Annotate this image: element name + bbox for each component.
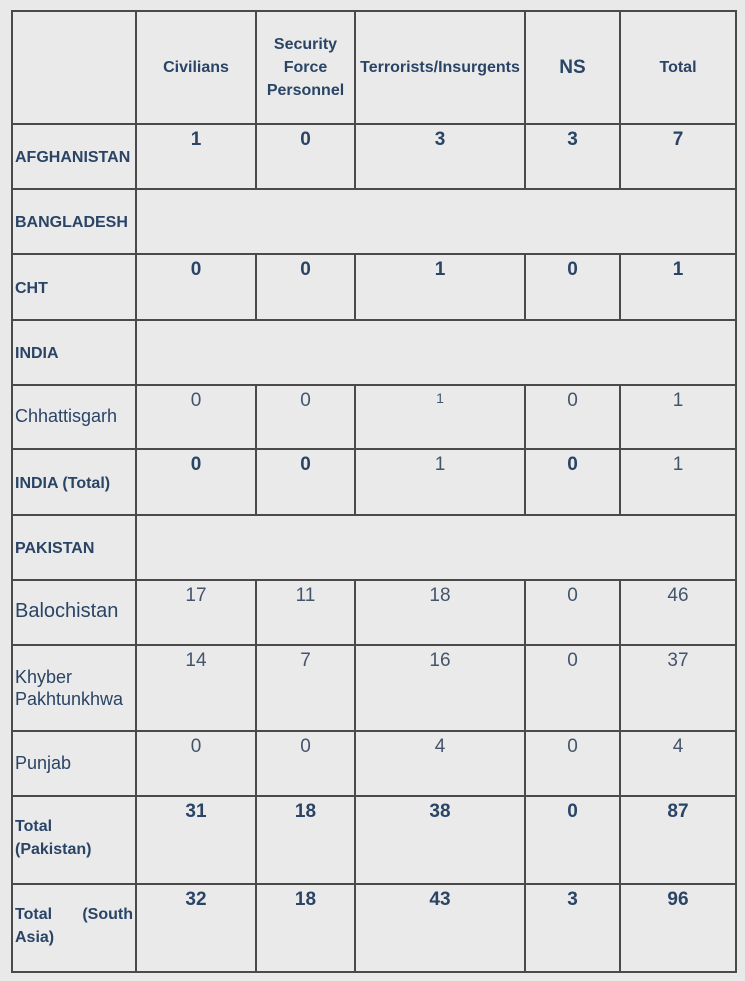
total-cell: 87 <box>620 796 736 884</box>
terrorists-cell: 1 <box>355 385 525 449</box>
ns-cell: 0 <box>525 796 620 884</box>
ns-cell: 0 <box>525 385 620 449</box>
security-force-header-line2: Force <box>283 59 328 76</box>
ns-cell: 0 <box>525 449 620 515</box>
security-force-header <box>256 11 355 124</box>
civilians-cell: 0 <box>136 731 256 796</box>
security-force-cell: 0 <box>256 449 355 515</box>
civilians-cell: 32 <box>136 884 256 972</box>
table-row <box>12 796 736 884</box>
table-row <box>12 124 736 189</box>
total-cell: 37 <box>620 645 736 731</box>
table-row <box>12 515 736 580</box>
civilians-cell: 17 <box>136 580 256 645</box>
terrorists-cell: 1 <box>355 254 525 320</box>
terrorists-cell: 43 <box>355 884 525 972</box>
security-force-cell: 11 <box>256 580 355 645</box>
region-cell-line1: Khyber <box>15 667 73 687</box>
civilians-cell: 0 <box>136 385 256 449</box>
region-cell <box>12 884 136 972</box>
security-force-header-line3: Personnel <box>266 82 345 99</box>
total-header: Total <box>620 11 736 124</box>
security-force-cell: 0 <box>256 124 355 189</box>
civilians-cell: 0 <box>136 449 256 515</box>
empty-span-cell <box>136 515 736 580</box>
region-cell <box>12 796 136 884</box>
terrorists-header: Terrorists/Insurgents <box>355 11 525 124</box>
region-cell: PAKISTAN <box>12 515 136 580</box>
terrorists-cell: 18 <box>355 580 525 645</box>
terrorists-cell: 16 <box>355 645 525 731</box>
ns-cell: 0 <box>525 580 620 645</box>
total-cell: 1 <box>620 254 736 320</box>
region-cell: INDIA <box>12 320 136 385</box>
region-cell: Chhattisgarh <box>12 385 136 449</box>
terrorists-cell: 4 <box>355 731 525 796</box>
security-force-cell: 7 <box>256 645 355 731</box>
fatalities-table <box>11 10 737 973</box>
security-force-cell: 18 <box>256 796 355 884</box>
total-cell: 1 <box>620 385 736 449</box>
region-cell: BANGLADESH <box>12 189 136 254</box>
region-header <box>12 11 136 124</box>
table-row <box>12 645 736 731</box>
region-cell-line2: Asia) <box>15 929 55 946</box>
security-force-cell: 0 <box>256 254 355 320</box>
header-row <box>12 11 736 124</box>
region-cell: Balochistan <box>12 580 136 645</box>
region-cell: CHT <box>12 254 136 320</box>
ns-cell: 3 <box>525 124 620 189</box>
security-force-cell: 18 <box>256 884 355 972</box>
security-force-cell: 0 <box>256 731 355 796</box>
security-force-cell: 0 <box>256 385 355 449</box>
security-force-header-line1: Security <box>273 36 338 53</box>
region-cell <box>12 645 136 731</box>
ns-header: NS <box>525 11 620 124</box>
table-row <box>12 884 736 972</box>
table-row <box>12 580 736 645</box>
total-cell: 4 <box>620 731 736 796</box>
region-cell: Punjab <box>12 731 136 796</box>
civilians-header: Civilians <box>136 11 256 124</box>
civilians-cell: 0 <box>136 254 256 320</box>
terrorists-cell: 1 <box>355 449 525 515</box>
total-cell: 7 <box>620 124 736 189</box>
terrorists-cell: 3 <box>355 124 525 189</box>
region-cell-line1: Total (South <box>15 906 133 923</box>
civilians-cell: 14 <box>136 645 256 731</box>
ns-cell: 0 <box>525 645 620 731</box>
civilians-cell: 31 <box>136 796 256 884</box>
region-cell-line1: Total <box>15 818 53 835</box>
table-row <box>12 731 736 796</box>
ns-cell: 0 <box>525 731 620 796</box>
region-cell: AFGHANISTAN <box>12 124 136 189</box>
ns-cell: 3 <box>525 884 620 972</box>
table-row <box>12 449 736 515</box>
ns-cell: 0 <box>525 254 620 320</box>
total-cell: 96 <box>620 884 736 972</box>
empty-span-cell <box>136 320 736 385</box>
civilians-cell: 1 <box>136 124 256 189</box>
table-row <box>12 385 736 449</box>
region-cell: INDIA (Total) <box>12 449 136 515</box>
total-cell: 1 <box>620 449 736 515</box>
region-cell-line2: Pakhtunkhwa <box>15 689 124 709</box>
table-row <box>12 254 736 320</box>
empty-span-cell <box>136 189 736 254</box>
terrorists-cell: 38 <box>355 796 525 884</box>
table-row <box>12 189 736 254</box>
region-cell-line2: (Pakistan) <box>15 841 92 858</box>
total-cell: 46 <box>620 580 736 645</box>
table-row <box>12 320 736 385</box>
